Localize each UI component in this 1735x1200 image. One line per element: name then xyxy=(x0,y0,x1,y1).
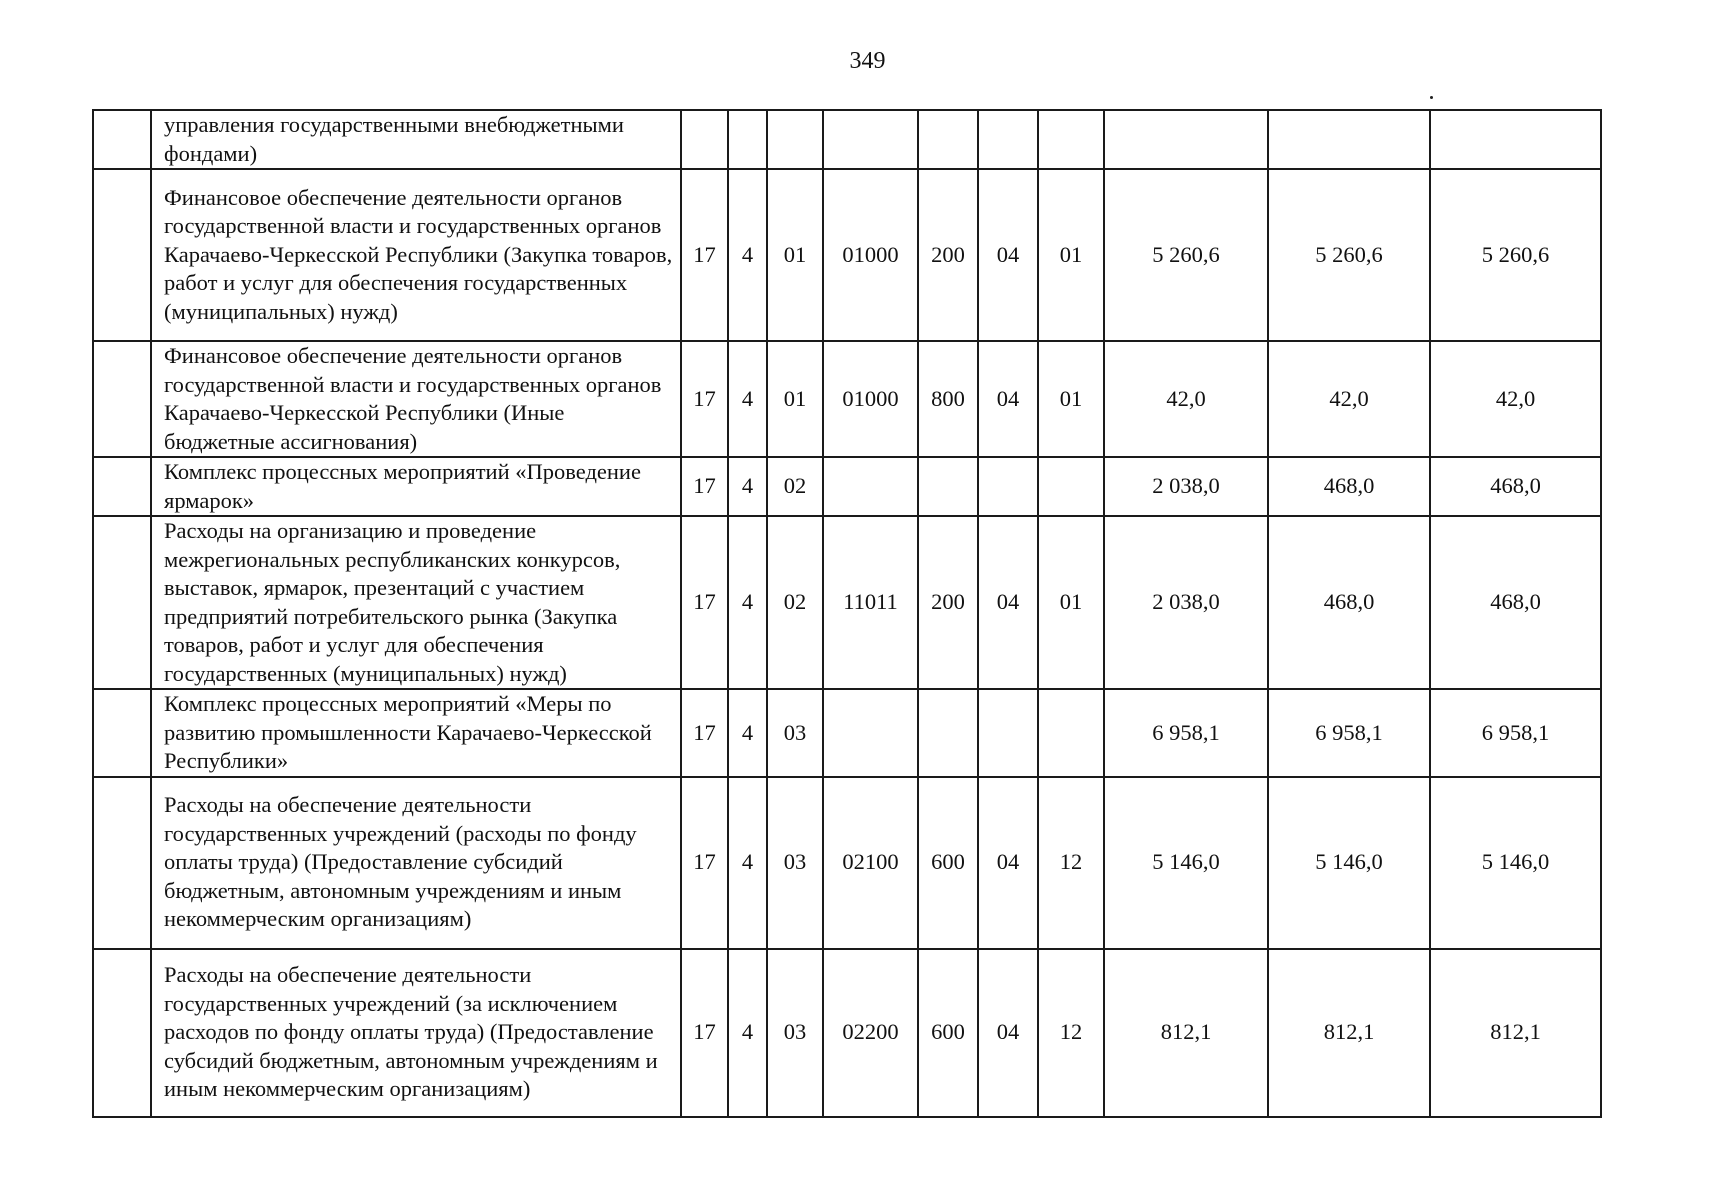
row-marker-cell xyxy=(93,457,151,516)
table-row xyxy=(93,341,1601,457)
table-row xyxy=(93,949,1601,1117)
code-cell xyxy=(978,457,1038,516)
row-marker-cell xyxy=(93,516,151,689)
code-cell: 01 xyxy=(1038,169,1104,341)
amount-cell: 5 146,0 xyxy=(1430,777,1601,949)
code-cell: 4 xyxy=(728,169,767,341)
code-cell: 4 xyxy=(728,689,767,777)
code-cell xyxy=(918,689,978,777)
code-cell xyxy=(978,689,1038,777)
code-cell xyxy=(823,689,918,777)
code-cell: 04 xyxy=(978,949,1038,1117)
code-cell: 04 xyxy=(978,169,1038,341)
table-row xyxy=(93,169,1601,341)
amount-cell: 468,0 xyxy=(1268,457,1430,516)
amount-cell: 468,0 xyxy=(1430,516,1601,689)
code-cell: 04 xyxy=(978,516,1038,689)
description-cell: Расходы на обеспечение деятельности государственных учреждений (расходы по фонду оплаты труда) (Предоставление субсидий бюджетным, автономным учреждениям и иным некоммерческим организациям) xyxy=(151,777,681,949)
amount-cell: 2 038,0 xyxy=(1104,457,1268,516)
amount-cell: 42,0 xyxy=(1268,341,1430,457)
table-row xyxy=(93,110,1601,169)
table-row xyxy=(93,689,1601,777)
code-cell: 17 xyxy=(681,169,728,341)
code-cell xyxy=(728,110,767,169)
code-cell xyxy=(1038,110,1104,169)
description-cell: Расходы на обеспечение деятельности государственных учреждений (за исключением расходов по фонду оплаты труда) (Предоставление субсидий бюджетным, автономным учреждениям и иным некоммерческим организациям) xyxy=(151,949,681,1117)
row-marker-cell xyxy=(93,341,151,457)
code-cell: 17 xyxy=(681,457,728,516)
code-cell: 02100 xyxy=(823,777,918,949)
code-cell xyxy=(978,110,1038,169)
code-cell xyxy=(918,110,978,169)
amount-cell: 812,1 xyxy=(1430,949,1601,1117)
amount-cell: 5 146,0 xyxy=(1104,777,1268,949)
amount-cell: 812,1 xyxy=(1104,949,1268,1117)
code-cell xyxy=(1038,457,1104,516)
code-cell xyxy=(918,457,978,516)
table-row xyxy=(93,516,1601,689)
code-cell: 4 xyxy=(728,457,767,516)
amount-cell: 5 260,6 xyxy=(1268,169,1430,341)
description-cell: Финансовое обеспечение деятельности органов государственной власти и государственных органов Карачаево-Черкесской Республики (Иные бюджетные ассигнования) xyxy=(151,341,681,457)
amount-cell: 5 260,6 xyxy=(1430,169,1601,341)
code-cell: 17 xyxy=(681,777,728,949)
code-cell: 04 xyxy=(978,341,1038,457)
row-marker-cell xyxy=(93,689,151,777)
code-cell: 02 xyxy=(767,457,823,516)
row-marker-cell xyxy=(93,949,151,1117)
amount-cell: 6 958,1 xyxy=(1268,689,1430,777)
amount-cell: 2 038,0 xyxy=(1104,516,1268,689)
code-cell: 4 xyxy=(728,341,767,457)
code-cell: 17 xyxy=(681,949,728,1117)
description-cell: Финансовое обеспечение деятельности органов государственной власти и государственных органов Карачаево-Черкесской Республики (Закупка товаров, работ и услуг для обеспечения государственных (муниципальных) нужд) xyxy=(151,169,681,341)
code-cell: 03 xyxy=(767,949,823,1117)
amount-cell: 5 146,0 xyxy=(1268,777,1430,949)
table-row xyxy=(93,777,1601,949)
amount-cell: 468,0 xyxy=(1268,516,1430,689)
code-cell: 01 xyxy=(767,169,823,341)
code-cell: 17 xyxy=(681,341,728,457)
code-cell xyxy=(1038,689,1104,777)
amount-cell: 6 958,1 xyxy=(1430,689,1601,777)
code-cell: 01 xyxy=(767,341,823,457)
amount-cell xyxy=(1430,110,1601,169)
table-row xyxy=(93,457,1601,516)
code-cell: 01 xyxy=(1038,341,1104,457)
amount-cell: 42,0 xyxy=(1430,341,1601,457)
code-cell: 600 xyxy=(918,777,978,949)
code-cell: 01000 xyxy=(823,341,918,457)
code-cell: 03 xyxy=(767,777,823,949)
code-cell xyxy=(767,110,823,169)
code-cell xyxy=(823,110,918,169)
code-cell: 17 xyxy=(681,689,728,777)
page-number: 349 xyxy=(849,48,886,74)
code-cell: 03 xyxy=(767,689,823,777)
description-cell: Расходы на организацию и проведение межрегиональных республиканских конкурсов, выставок, ярмарок, презентаций с участием предприятий потребительского рынка (Закупка товаров, работ и услуг для обеспечения государственных (муниципальных) нужд) xyxy=(151,516,681,689)
code-cell: 12 xyxy=(1038,777,1104,949)
code-cell xyxy=(823,457,918,516)
code-cell: 200 xyxy=(918,169,978,341)
code-cell: 02 xyxy=(767,516,823,689)
code-cell: 02200 xyxy=(823,949,918,1117)
budget-table xyxy=(92,109,1602,1118)
code-cell: 800 xyxy=(918,341,978,457)
amount-cell xyxy=(1104,110,1268,169)
row-marker-cell xyxy=(93,777,151,949)
amount-cell xyxy=(1268,110,1430,169)
code-cell: 11011 xyxy=(823,516,918,689)
scan-speck xyxy=(1430,96,1433,99)
code-cell: 17 xyxy=(681,516,728,689)
code-cell: 12 xyxy=(1038,949,1104,1117)
description-cell: управления государственными внебюджетными фондами) xyxy=(151,110,681,169)
amount-cell: 468,0 xyxy=(1430,457,1601,516)
description-cell: Комплекс процессных мероприятий «Меры по развитию промышленности Карачаево-Черкесской Республики» xyxy=(151,689,681,777)
amount-cell: 5 260,6 xyxy=(1104,169,1268,341)
code-cell: 4 xyxy=(728,516,767,689)
code-cell: 01 xyxy=(1038,516,1104,689)
code-cell: 4 xyxy=(728,777,767,949)
code-cell xyxy=(681,110,728,169)
amount-cell: 42,0 xyxy=(1104,341,1268,457)
amount-cell: 6 958,1 xyxy=(1104,689,1268,777)
code-cell: 200 xyxy=(918,516,978,689)
row-marker-cell xyxy=(93,110,151,169)
code-cell: 04 xyxy=(978,777,1038,949)
code-cell: 600 xyxy=(918,949,978,1117)
code-cell: 01000 xyxy=(823,169,918,341)
row-marker-cell xyxy=(93,169,151,341)
amount-cell: 812,1 xyxy=(1268,949,1430,1117)
description-cell: Комплекс процессных мероприятий «Проведение ярмарок» xyxy=(151,457,681,516)
code-cell: 4 xyxy=(728,949,767,1117)
